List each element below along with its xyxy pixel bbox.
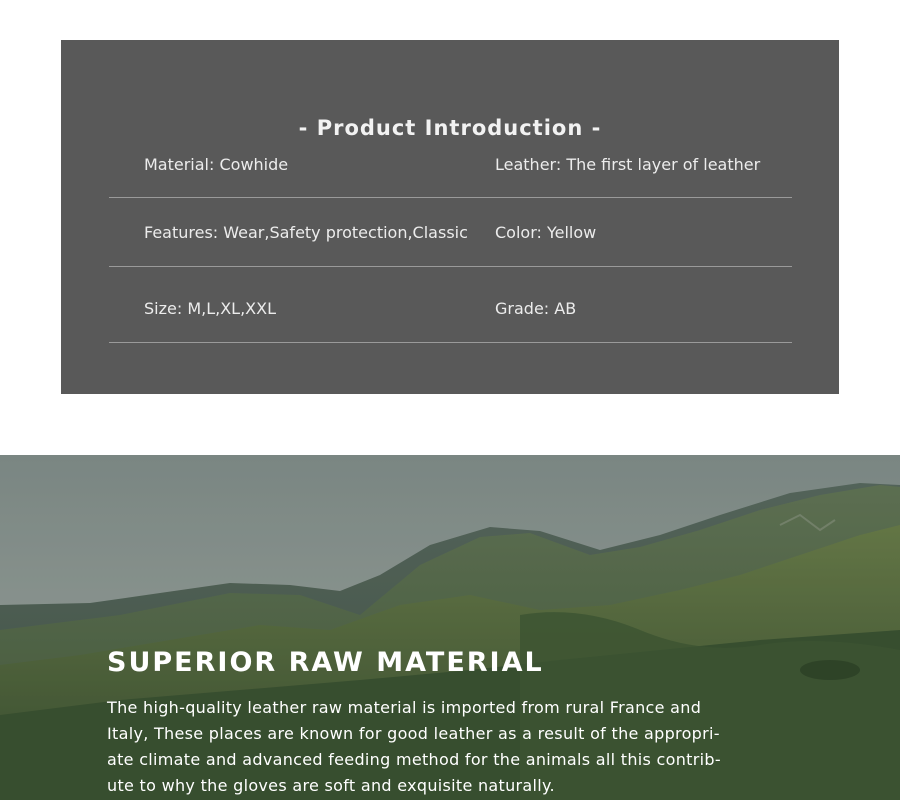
spec-size: Size: M,L,XL,XXL: [144, 299, 277, 318]
raw-material-description: [107, 695, 747, 799]
spec-grade: Grade: AB: [495, 299, 577, 318]
raw-material-hero: [0, 455, 900, 800]
spec-color: Color: Yellow: [495, 223, 597, 242]
product-introduction-title: - Product Introduction -: [298, 116, 602, 140]
spec-row: [109, 198, 792, 267]
description-line: ute to why the gloves are soft and exquisite naturally.: [107, 776, 555, 795]
spec-row: [109, 267, 792, 343]
spec-material: Material: Cowhide: [144, 155, 289, 174]
description-line: Italy, These places are known for good leather as a result of the appropri-: [107, 724, 720, 743]
spec-leather: Leather: The first layer of leather: [495, 155, 761, 174]
spec-features: Features: Wear,Safety protection,Classic: [144, 223, 468, 242]
description-line: ate climate and advanced feeding method for the animals all this contrib-: [107, 750, 721, 769]
product-introduction-panel: [61, 40, 839, 394]
spec-row: [109, 154, 792, 198]
description-line: The high-quality leather raw material is imported from rural France and: [107, 698, 702, 717]
superior-raw-material-heading: SUPERIOR RAW MATERIAL: [107, 647, 544, 678]
